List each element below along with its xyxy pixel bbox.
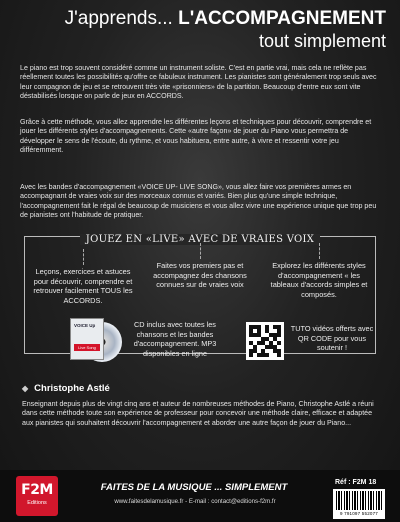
page-subtitle: tout simplement (258, 31, 386, 51)
cd-case-tag: Live Song (74, 344, 100, 351)
intro-paragraph-1: Le piano est trop souvent considéré comme un instrument soliste. C'est en partie vrai, mais cela ne reflète pas réellement toutes les possibilités qu'offre ce fabuleux instrument. Les pianistes sont généralement trop seuls avec leur compagnon de jeu et se retrouvent très vite «prisonniers» de la partition. Beaucoup d'entre eux sont vite déstabilisés lorsque on parle de jeux en ACCORDS. (20, 64, 377, 101)
barcode-icon (333, 489, 385, 519)
feature-lessons: Leçons, exercices et astuces pour découvrir, comprendre et retrouver facilement TOUS les ACCORDS. (33, 267, 133, 305)
diamond-bullet-icon: ◆ (22, 384, 29, 393)
footer (0, 470, 400, 522)
author-bio: Enseignant depuis plus de vingt cinq ans et auteur de nombreuses méthodes de Piano, Christophe Astlé a réuni dans cette méthode toute son expérience de professeur pour concevoir une méthode claire, efficace et adaptée aux pianistes qui souhaitent découvrir l'accompagnement et aborder une autre façon de jouer du Piano... (22, 400, 374, 427)
author-name: Christophe Astlé (34, 383, 110, 394)
feature-styles: Explorez les différents styles d'accompagnement « les tableaux d'accords simples et composés. (270, 261, 368, 299)
title-prefix: J'apprends... (64, 8, 179, 29)
slogan: FAITES DE LA MUSIQUE ... SIMPLEMENT (100, 482, 288, 493)
cd-description: CD inclus avec toutes les chansons et les bandes d'accompagnement. MP3 disponibles en ligne (133, 320, 217, 358)
live-box-title: JOUEZ EN «LIVE» AVEC DE VRAIES VOIX (25, 229, 375, 247)
barcode-bars (336, 491, 382, 510)
tuto-description: TUTO vidéos offerts avec QR CODE pour vous soutenir ! (290, 324, 374, 352)
page-title (0, 8, 386, 30)
barcode-digits: 9 791097 552077 (339, 511, 379, 516)
cd-icon (70, 318, 124, 362)
cd-case-label: VOICE Up (74, 323, 96, 328)
cd-case-icon (70, 318, 104, 360)
intro-paragraph-2: Grâce à cette méthode, vous allez apprendre les différentes leçons et techniques pour découvrir, comprendre et jouer les différents styles d'accompagnements. Cette «autre façon» de jouer du Piano vous permettra de développer le sens de l'écoute, du rythme, et vous habituera, entre autre, à vivre et ressentir votre jeu différemment. (20, 118, 372, 155)
title-bold: L'ACCOMPAGNEMENT (178, 8, 386, 29)
logo-subtext: Editions (27, 500, 47, 506)
feature-songs: Faites vos premiers pas et accompagnez des chansons connues sur de vraies voix (153, 261, 247, 290)
contact-line: www.faitesdelamusique.fr - E-mail : contact@editions-f2m.fr (114, 498, 276, 505)
author-heading (22, 383, 110, 394)
qr-code-pattern (249, 325, 281, 357)
qr-code-icon (246, 322, 284, 360)
reference-number: Réf : F2M 18 (335, 479, 377, 486)
connector-line (319, 243, 320, 259)
logo-text: F2M (21, 482, 53, 498)
intro-paragraph-3: Avec les bandes d'accompagnement «VOICE UP- LIVE SONG», vous allez faire vos premières armes en accompagnant de vraies voix sur des morceaux connus et variés. Bien plus qu'une simple technique, l'accompagnement fait le régal de beaucoup de musiciens et vous allez vivre une expérience unique que trop peu de pianistes ont l'habitude de pratiquer. (20, 183, 377, 220)
connector-line (83, 249, 84, 265)
f2m-logo (16, 476, 58, 516)
connector-line (200, 243, 201, 259)
qr-module (277, 353, 281, 357)
